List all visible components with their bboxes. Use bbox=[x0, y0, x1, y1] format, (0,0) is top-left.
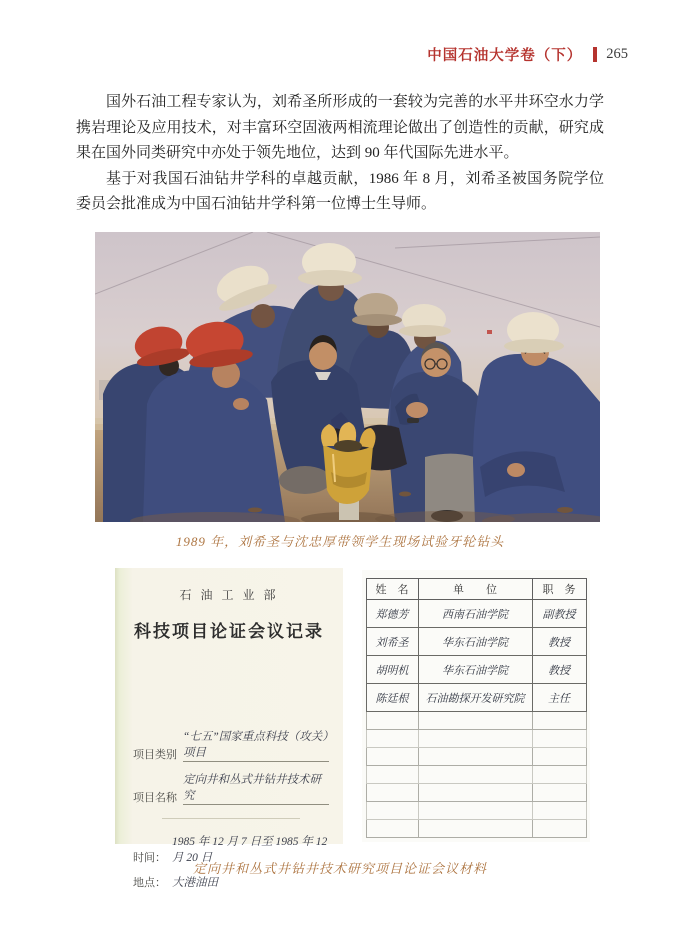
cell-name: 郑德芳 bbox=[375, 608, 409, 621]
field-value-handwritten: 定向井和丛式井钻井技术研究 bbox=[183, 771, 329, 805]
body-text bbox=[76, 90, 604, 218]
faint-separator-line bbox=[162, 818, 299, 819]
page-number: 265 bbox=[606, 46, 628, 62]
paragraph-2: 基于对我国石油钻井学科的卓越贡献，1986 年 8 月，刘希圣被国务院学位委员会批准成为中国石油钻井学科第一位博士生导师。 bbox=[76, 170, 604, 212]
empty-table-row bbox=[366, 784, 586, 802]
attendee-table bbox=[366, 578, 587, 838]
table-row bbox=[366, 684, 586, 712]
field-label: 地点： bbox=[133, 877, 166, 889]
paragraph-1: 国外石油工程专家认为，刘希圣所形成的一套较为完善的水平井环空水力学携岩理论及应用技术，对丰富环空固液两相流理论做出了创造性的贡献，研究成果在国外同类研究中亦处于领先地位，达到 90 年代国际先进水平。 bbox=[76, 94, 604, 161]
cell-name: 刘希圣 bbox=[375, 636, 409, 649]
field-value-handwritten: “七五”国家重点科技（攻关）项目 bbox=[183, 728, 329, 762]
empty-table-row bbox=[366, 802, 586, 820]
col-header-unit: 单 位 bbox=[418, 579, 532, 600]
cell-title: 教授 bbox=[548, 664, 570, 677]
table-header-row bbox=[366, 579, 586, 600]
photo-caption: 1989 年，刘希圣与沈忠厚带领学生现场试验牙轮钻头 bbox=[175, 534, 505, 549]
cell-title: 副教授 bbox=[542, 608, 576, 621]
field-label: 时间： bbox=[133, 852, 166, 864]
col-header-title: 职 务 bbox=[532, 579, 586, 600]
field-label: 项目名称 bbox=[133, 792, 177, 804]
field-project-name bbox=[133, 771, 329, 805]
cell-unit: 石油勘探开发研究院 bbox=[425, 692, 525, 705]
empty-table-row bbox=[366, 766, 586, 784]
header-divider-bar bbox=[593, 47, 597, 62]
cell-name: 陈廷根 bbox=[375, 692, 409, 705]
photo-warm-cast bbox=[95, 232, 600, 522]
col-header-name: 姓 名 bbox=[366, 579, 418, 600]
empty-table-row bbox=[366, 712, 586, 730]
group-photo-drill-bit bbox=[95, 232, 600, 522]
cell-unit: 西南石油学院 bbox=[442, 608, 508, 621]
table-row bbox=[366, 628, 586, 656]
cell-unit: 华东石油学院 bbox=[442, 664, 508, 677]
cell-title: 教授 bbox=[548, 636, 570, 649]
documents-caption: 定向井和丛式井钻井技术研究项目论证会议材料 bbox=[192, 861, 487, 876]
table-row bbox=[366, 600, 586, 628]
field-label: 项目类别 bbox=[133, 749, 177, 761]
doc-title: 科技项目论证会议记录 bbox=[134, 622, 324, 641]
doc-department: 石 油 工 业 部 bbox=[179, 588, 279, 602]
empty-table-row bbox=[366, 820, 586, 838]
header-title: 中国石油大学卷（下） bbox=[427, 48, 583, 64]
attendee-table-document bbox=[362, 570, 590, 842]
cell-unit: 华东石油学院 bbox=[442, 636, 508, 649]
empty-table-row bbox=[366, 748, 586, 766]
page-header bbox=[427, 44, 628, 65]
table-row bbox=[366, 656, 586, 684]
field-value-handwritten: 大港油田 bbox=[172, 877, 218, 889]
field-project-category bbox=[133, 728, 329, 762]
empty-table-row bbox=[366, 730, 586, 748]
cell-name: 胡明机 bbox=[375, 664, 409, 677]
cell-title: 主任 bbox=[548, 692, 570, 705]
field-value-handwritten: 1985 年 12 月 7 日至 1985 年 12 月 20 日 bbox=[172, 836, 328, 864]
